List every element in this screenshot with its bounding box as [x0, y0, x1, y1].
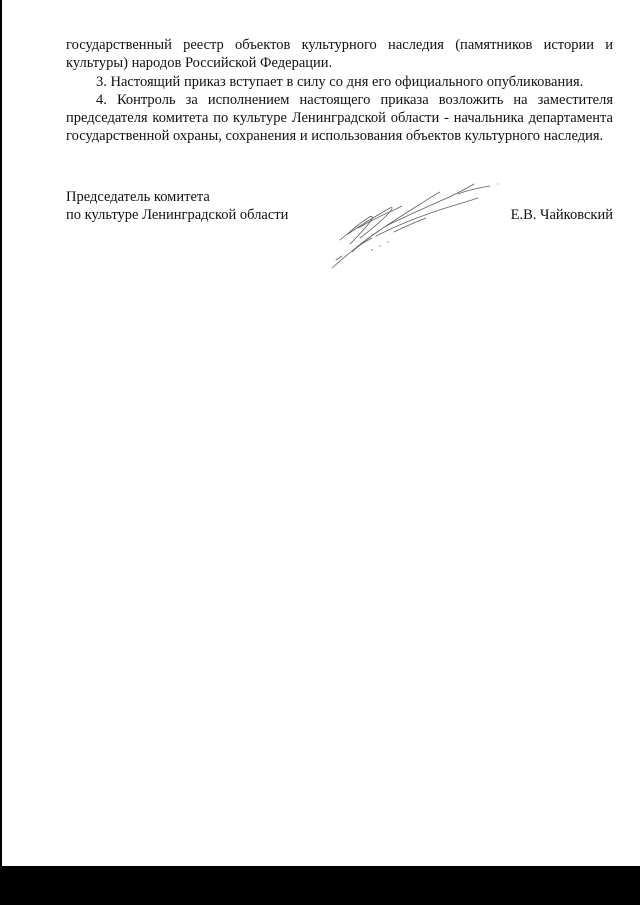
document-page: [2, 0, 640, 866]
paragraph-4-control: 4. Контроль за исполнением настоящего приказа возложить на заместителя председателя комитета по культуре Ленинградской области - начальника департамента государственной охраны, сохранения и использования объектов культурного наследия.: [66, 91, 613, 145]
signatory-name: Е.В. Чайковский: [510, 207, 613, 224]
paragraph-continuation: государственный реестр объектов культурного наследия (памятников истории и культуры) народов Российской Федерации.: [66, 37, 613, 72]
document-body: [66, 36, 613, 146]
paragraph-3-effective-date: 3. Настоящий приказ вступает в силу со дня его официального опубликования.: [96, 73, 584, 90]
signatory-position-line2: по культуре Ленинградской области: [66, 207, 289, 224]
handwritten-signature: [328, 180, 508, 272]
scan-bottom-band: [0, 866, 640, 905]
signatory-position-line1: Председатель комитета: [66, 189, 210, 205]
